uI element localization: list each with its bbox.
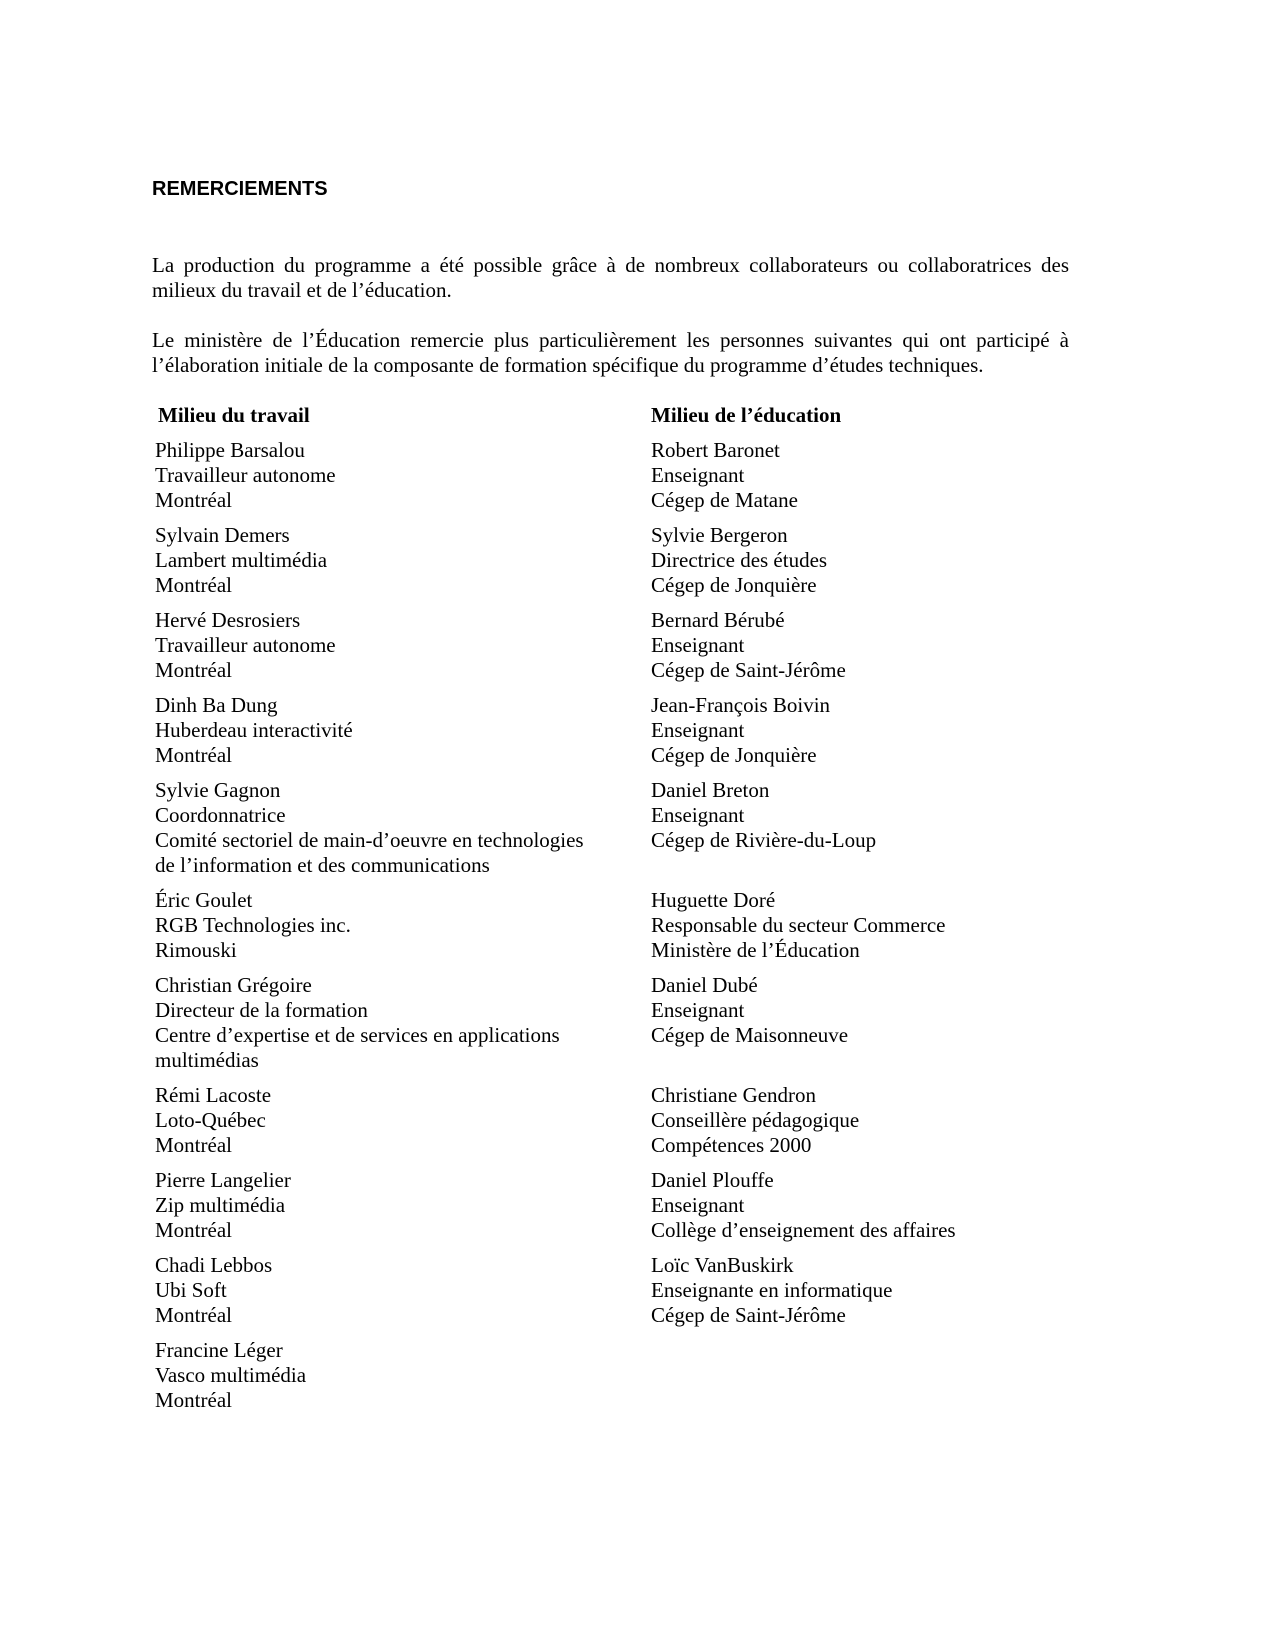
contributor-name: Sylvie Gagnon [155, 778, 281, 802]
contributor-name: Christiane Gendron [651, 1083, 817, 1107]
contributor-name: Robert Baronet [651, 438, 780, 462]
contributor-detail: Lambert multimédia [155, 548, 328, 572]
contributor-detail: Cégep de Saint-Jérôme [651, 658, 846, 682]
contributor-row [155, 1083, 1075, 1158]
education-contributor [651, 1083, 1071, 1158]
contributor-name: Rémi Lacoste [155, 1083, 272, 1107]
contributor-name: Sylvain Demers [155, 523, 290, 547]
work-contributor [155, 1168, 651, 1243]
contributor-detail: Centre d’expertise et de services en applications [155, 1023, 560, 1047]
contributor-row [155, 888, 1075, 963]
contributor-name: Philippe Barsalou [155, 438, 305, 462]
contributor-name: Daniel Plouffe [651, 1168, 774, 1192]
contributor-detail: Zip multimédia [155, 1193, 286, 1217]
contributor-row [155, 973, 1075, 1073]
contributor-detail: Montréal [155, 658, 232, 682]
contributor-detail: Conseillère pédagogique [651, 1108, 860, 1132]
education-contributor [651, 778, 1071, 878]
contributor-name: Francine Léger [155, 1338, 283, 1362]
contributor-detail: Montréal [155, 743, 232, 767]
contributor-detail: Huberdeau interactivité [155, 718, 353, 742]
contributor-name: Pierre Langelier [155, 1168, 291, 1192]
contributor-name: Chadi Lebbos [155, 1253, 273, 1277]
contributor-detail: Cégep de Saint-Jérôme [651, 1303, 846, 1327]
contributor-detail: Montréal [155, 573, 232, 597]
contributor-name: Hervé Desrosiers [155, 608, 301, 632]
contributor-name: Bernard Bérubé [651, 608, 785, 632]
contributor-detail: Directrice des études [651, 548, 828, 572]
contributor-detail: Ubi Soft [155, 1278, 227, 1302]
contributor-detail: Cégep de Matane [651, 488, 798, 512]
education-contributor [651, 608, 1071, 683]
contributor-detail: Compétences 2000 [651, 1133, 812, 1157]
contributor-detail: Enseignant [651, 718, 745, 742]
education-contributor [651, 523, 1071, 598]
contributor-row [155, 608, 1075, 683]
contributor-detail: Montréal [155, 1133, 232, 1157]
contributors-rows [155, 438, 1075, 1413]
contributor-detail: Directeur de la formation [155, 998, 368, 1022]
contributor-detail: Enseignant [651, 803, 745, 827]
contributor-name: Sylvie Bergeron [651, 523, 788, 547]
work-contributor [155, 608, 651, 683]
contributor-name: Christian Grégoire [155, 973, 312, 997]
education-contributor [651, 973, 1071, 1073]
education-contributor [651, 1338, 1071, 1413]
contributor-detail: Enseignant [651, 1193, 745, 1217]
contributor-detail: Montréal [155, 1303, 232, 1327]
education-heading: Milieu de l’éducation [651, 403, 842, 427]
contributor-row [155, 438, 1075, 513]
contributor-detail: Coordonnatrice [155, 803, 286, 827]
work-contributor [155, 693, 651, 768]
contributor-detail: Enseignant [651, 463, 745, 487]
work-contributor [155, 1338, 651, 1413]
contributor-row [155, 523, 1075, 598]
contributor-detail: Montréal [155, 488, 232, 512]
contributor-name: Loïc VanBuskirk [651, 1253, 794, 1277]
contributor-name: Éric Goulet [155, 888, 253, 912]
page-title: REMERCIEMENTS [152, 178, 328, 200]
contributor-name: Daniel Breton [651, 778, 770, 802]
contributors-list [155, 403, 1075, 1423]
contributor-name: Huguette Doré [651, 888, 776, 912]
contributor-row [155, 778, 1075, 878]
contributor-row [155, 1253, 1075, 1328]
contributor-detail: Loto-Québec [155, 1108, 266, 1132]
education-contributor [651, 888, 1071, 963]
contributor-detail: Travailleur autonome [155, 633, 336, 657]
contributor-detail: Enseignant [651, 633, 745, 657]
contributor-row [155, 1168, 1075, 1243]
intro-paragraph: La production du programme a été possible grâce à de nombreux collaborateurs ou collaboratrices des milieux du travail et de l’éducation. [152, 253, 1069, 302]
contributor-name: Dinh Ba Dung [155, 693, 278, 717]
work-heading: Milieu du travail [158, 403, 310, 427]
contributor-name: Daniel Dubé [651, 973, 758, 997]
contributor-detail: Enseignant [651, 998, 745, 1022]
education-contributor [651, 1168, 1071, 1243]
contributor-detail: Montréal [155, 1218, 232, 1242]
contributor-row [155, 1338, 1075, 1413]
contributor-detail: Responsable du secteur Commerce [651, 913, 946, 937]
contributor-detail: Ministère de l’Éducation [651, 938, 860, 962]
contributor-detail: Comité sectoriel de main-d’oeuvre en technologies [155, 828, 584, 852]
education-contributor [651, 693, 1071, 768]
contributor-row [155, 693, 1075, 768]
thanks-paragraph: Le ministère de l’Éducation remercie plus particulièrement les personnes suivantes qui ont participé à l’élaboration initiale de la composante de formation spécifique du programme d’études techniques. [152, 328, 1069, 377]
contributor-detail: Travailleur autonome [155, 463, 336, 487]
contributor-detail: Cégep de Rivière-du-Loup [651, 828, 877, 852]
education-contributor [651, 438, 1071, 513]
contributor-detail: multimédias [155, 1048, 259, 1072]
work-contributor [155, 1083, 651, 1158]
education-contributor [651, 1253, 1071, 1328]
work-contributor [155, 1253, 651, 1328]
contributor-detail: Vasco multimédia [155, 1363, 307, 1387]
contributor-detail: Rimouski [155, 938, 237, 962]
contributor-detail: Montréal [155, 1388, 232, 1412]
contributor-detail: Collège d’enseignement des affaires [651, 1218, 956, 1242]
work-contributor [155, 888, 651, 963]
contributor-detail: Cégep de Maisonneuve [651, 1023, 849, 1047]
contributor-detail: Enseignante en informatique [651, 1278, 893, 1302]
contributor-detail: Cégep de Jonquière [651, 573, 817, 597]
work-contributor [155, 438, 651, 513]
work-contributor [155, 523, 651, 598]
contributor-name: Jean-François Boivin [651, 693, 831, 717]
work-contributor [155, 973, 651, 1073]
contributor-detail: Cégep de Jonquière [651, 743, 817, 767]
contributor-detail: RGB Technologies inc. [155, 913, 351, 937]
contributor-detail: de l’information et des communications [155, 853, 490, 877]
work-contributor [155, 778, 651, 878]
